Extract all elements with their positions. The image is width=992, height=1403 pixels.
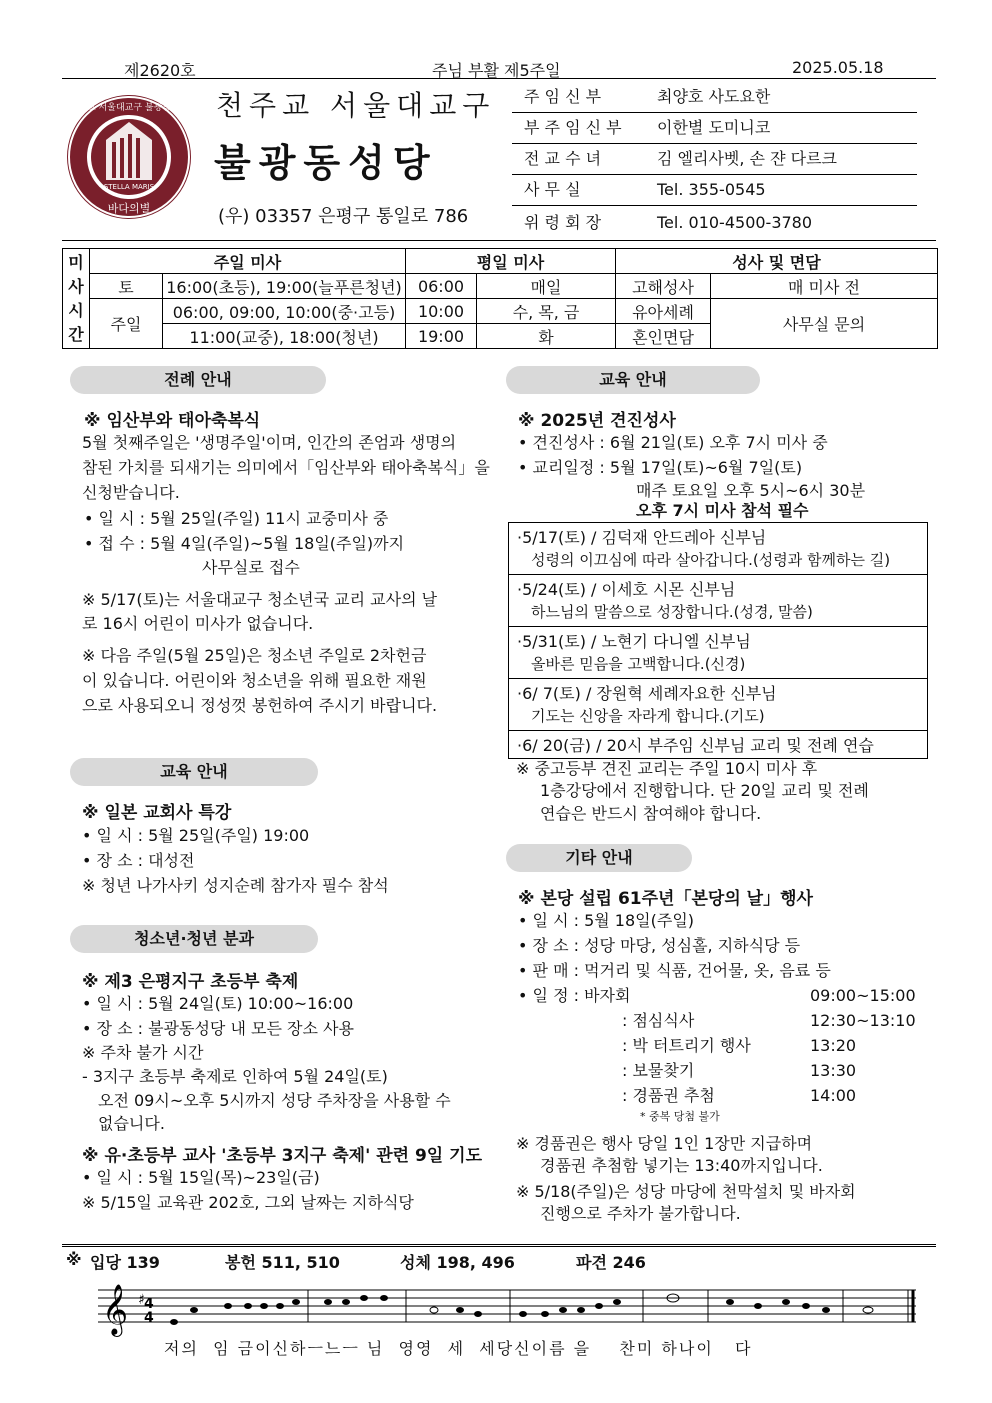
staff-row: 부 주 임 신 부 이한별 도미니코 xyxy=(512,113,917,144)
schedule-row: ·6/ 7(토) / 장원혁 세례자요한 신부님 기도는 신앙을 자라게 합니다.(기도) xyxy=(509,679,927,731)
hymn-mark: ※ xyxy=(66,1250,82,1269)
issue-number: 제2620호 xyxy=(124,61,196,80)
parish-address: (우) 03357 은평구 통일로 786 xyxy=(218,206,469,227)
diocese-title: 천주교 서울대교구 xyxy=(216,89,496,122)
confirmation-schedule-box xyxy=(508,522,928,759)
header-rule xyxy=(62,78,936,79)
mass-side-label: 미 사 시 간 xyxy=(63,249,90,349)
schedule-row: ·5/17(토) / 김덕재 안드레아 신부님 성령의 이끄심에 따라 살아갑니다.(성령과 함께하는 길) xyxy=(509,523,927,575)
schedule-row: ·5/31(토) / 노현기 다니엘 신부님 올바른 믿음을 고백합니다.(신경) xyxy=(509,627,927,679)
section-liturgy: 전례 안내 xyxy=(70,366,326,394)
mass-schedule-table: 미 사 시 간 주일 미사 평일 미사 성사 및 면담 토 16:00(초등), 19:00(늘푸른청년) 06:00 매일 고해성사 매 미사 전 주일 06:00, 09:00, 10:00(중·고등) 10:00 수, 목, 금 유아세례 사무실 문의 11:00(교중), 18:00(청년) 19:00 화 혼인면담 xyxy=(62,248,938,349)
section-other: 기타 안내 xyxy=(506,844,692,872)
liturgical-week: 주님 부활 제5주일 xyxy=(432,61,561,80)
music-staff xyxy=(98,1278,918,1338)
svg-text:𝄞: 𝄞 xyxy=(102,1284,129,1335)
footer-rule xyxy=(62,1244,936,1247)
svg-text:4: 4 xyxy=(144,1296,154,1312)
hymn-lyrics: 저의 임 금이신하ㅡ느ㅡ 님 영영 세 세당신이름 을 찬미 하나이 다 xyxy=(164,1339,753,1358)
section-youth: 청소년·청년 분과 xyxy=(70,925,318,953)
schedule-row: ·6/ 20(금) / 20시 부주임 신부님 교리 및 전례 연습 xyxy=(517,736,874,755)
hymn-dismissal: 파견 246 xyxy=(576,1253,646,1272)
svg-text:바다의별: 바다의별 xyxy=(107,202,151,215)
issue-date: 2025.05.18 xyxy=(792,58,884,77)
staff-row: 위 령 회 장 Tel. 010-4500-3780 xyxy=(524,213,813,232)
staff-row: 전 교 수 녀 김 엘리사벳, 손 쟌 다르크 xyxy=(512,144,917,175)
staff-row: 주 임 신 부 최양호 사도요한 xyxy=(512,82,917,113)
section-education-right: 교육 안내 xyxy=(506,366,760,394)
staff-row: 사 무 실 Tel. 355-0545 xyxy=(512,175,917,206)
hymn-entrance: 입당 139 xyxy=(90,1253,160,1272)
svg-text:♯: ♯ xyxy=(138,1292,145,1308)
svg-text:천주교 서울대교구 불광동성당: 천주교 서울대교구 불광동성당 xyxy=(69,103,189,113)
svg-text:STELLA MARIS: STELLA MARIS xyxy=(103,183,155,191)
hymn-offertory: 봉헌 511, 510 xyxy=(225,1253,340,1272)
hymn-communion: 성체 198, 496 xyxy=(400,1253,515,1272)
schedule-row: ·5/24(토) / 이세호 시몬 신부님 하느님의 말씀으로 성장합니다.(성경, 말씀) xyxy=(509,575,927,627)
svg-text:4: 4 xyxy=(144,1310,154,1326)
parish-logo xyxy=(64,92,194,222)
section-education-left: 교육 안내 xyxy=(70,758,318,786)
parish-title: 불광동성당 xyxy=(214,141,438,185)
